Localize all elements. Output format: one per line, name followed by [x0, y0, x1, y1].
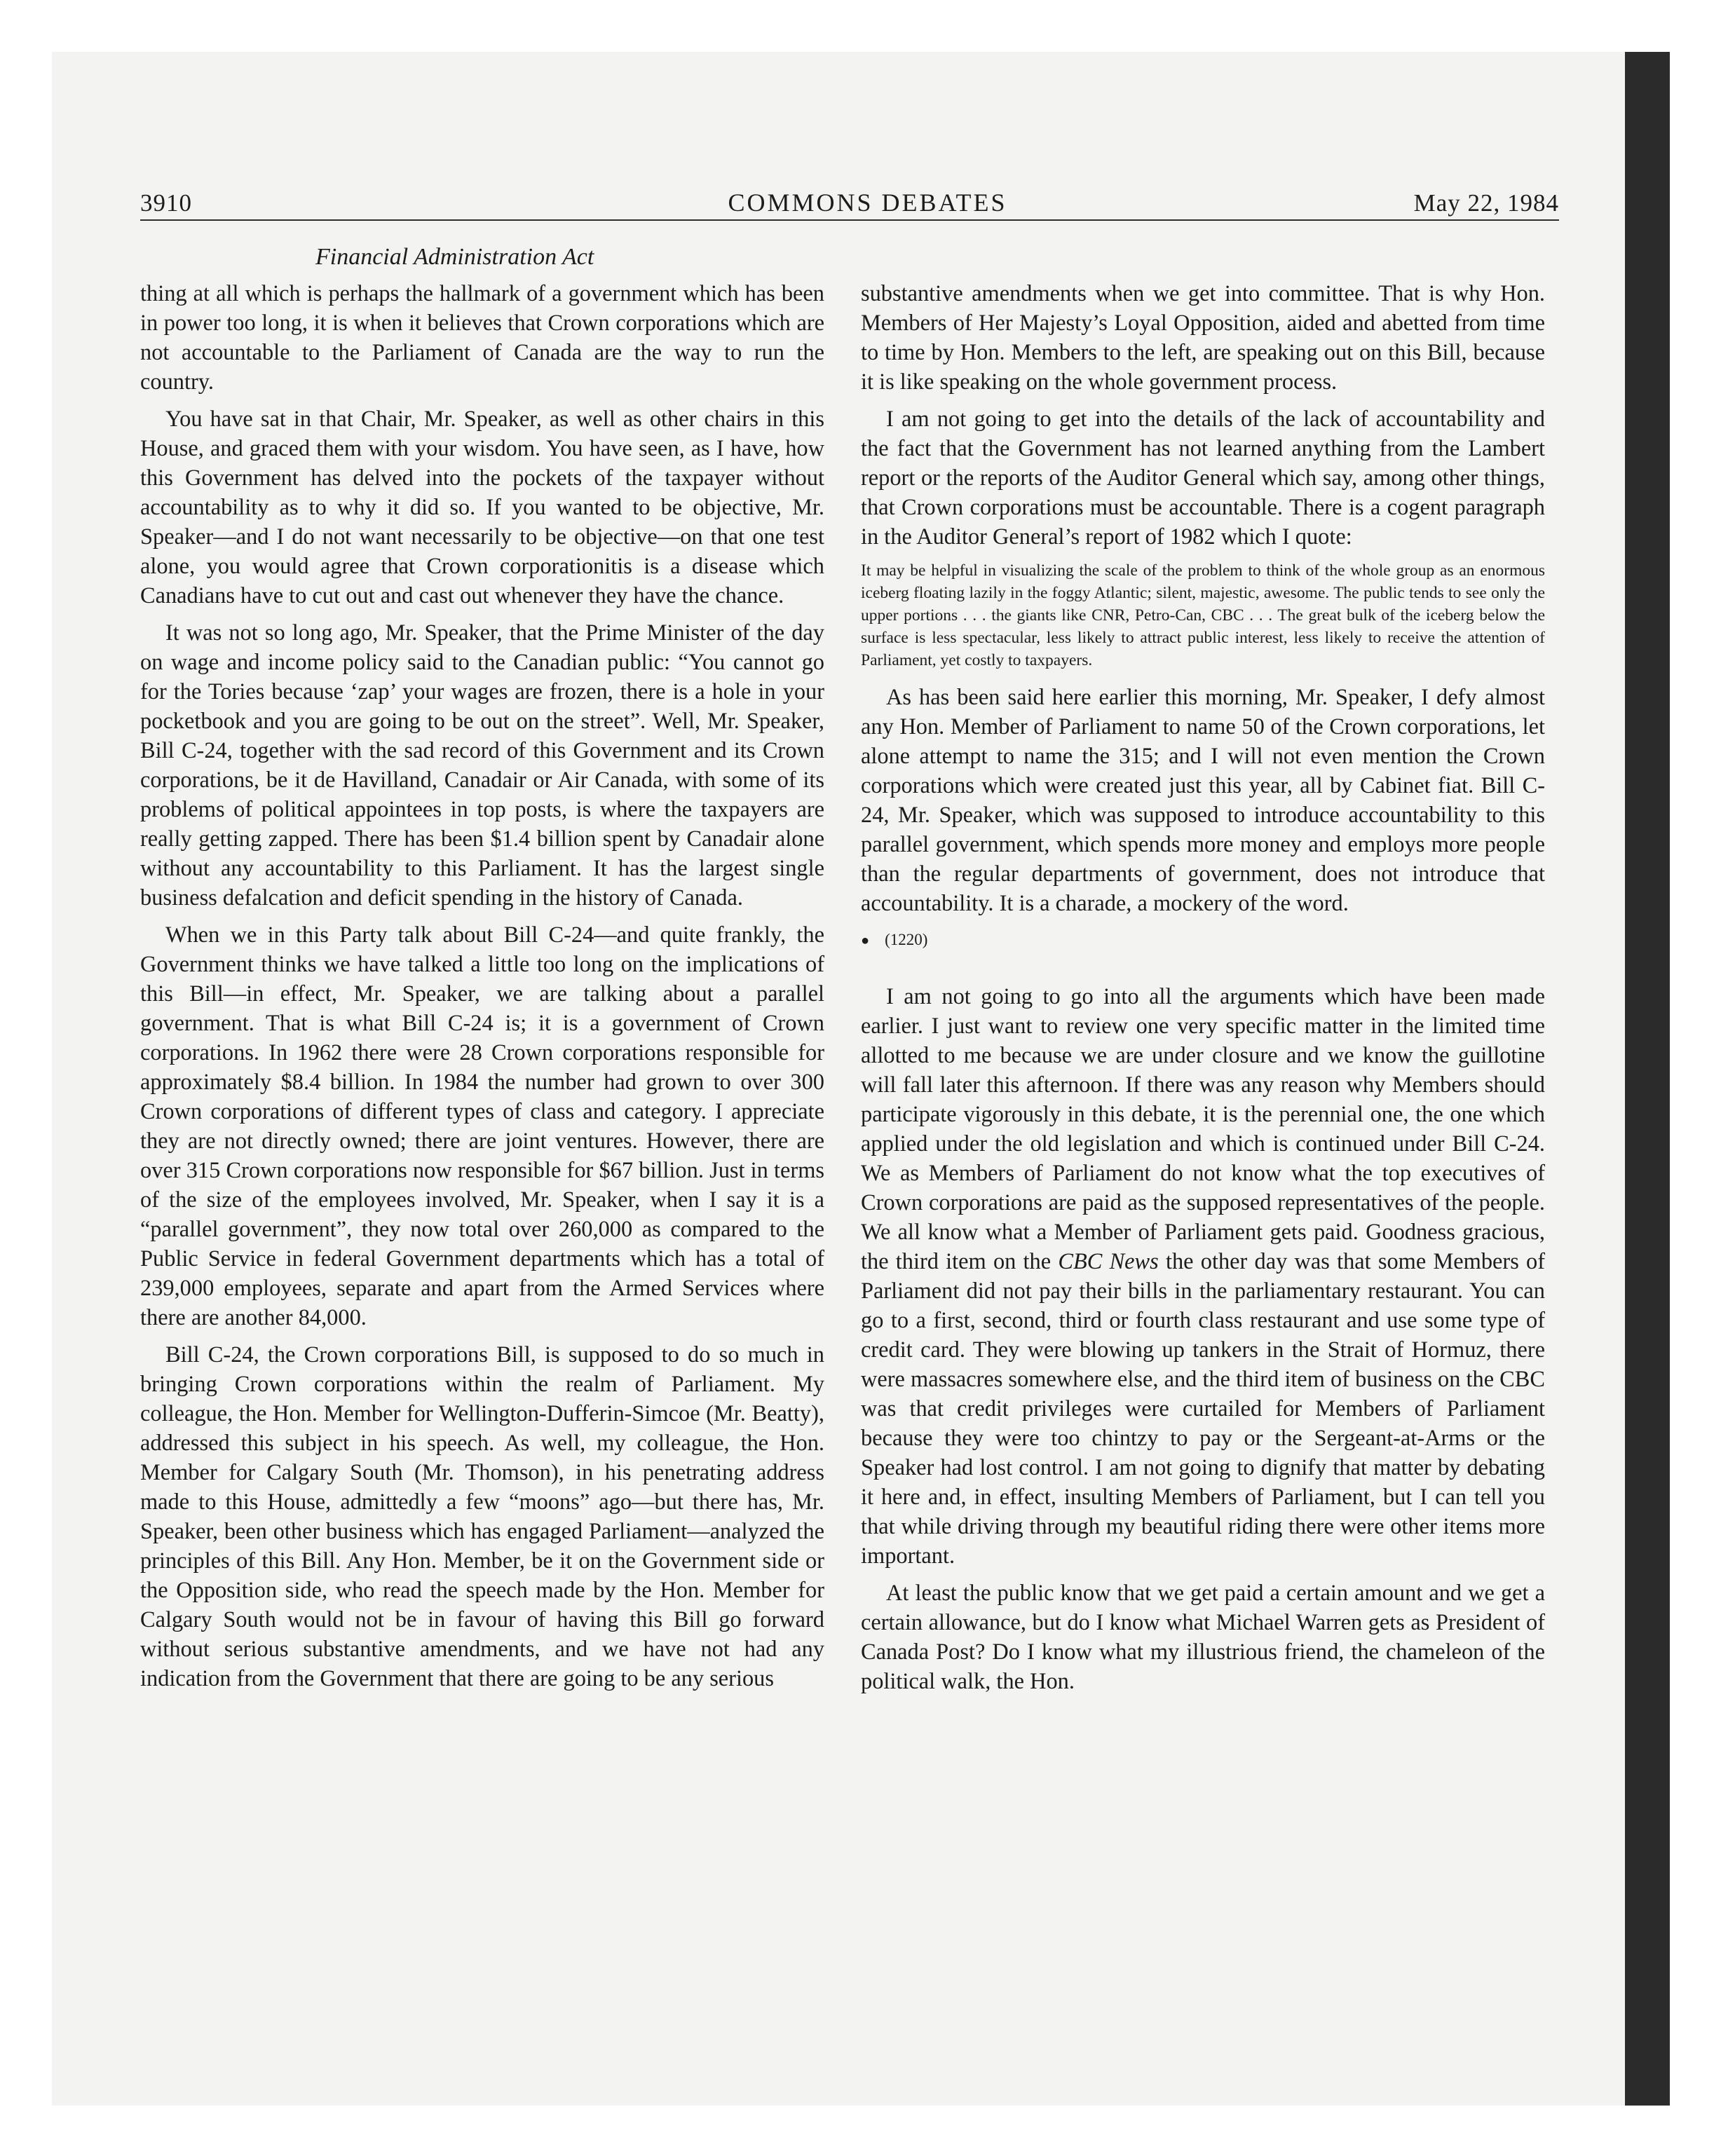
time-marker — [861, 929, 1545, 951]
paragraph: You have sat in that Chair, Mr. Speaker, as well as other chairs in this House, and graced them with your wisdom. You have seen, as I have, how this Government has delved into the pockets of the taxpayer without accountability as to why it did so. If you wanted to be objective, Mr. Speaker—and I do not want necessarily to be objective—on that one test alone, you would agree that Crown corporationitis is a disease which Canadians have to cut out and cast out whenever they have the chance. — [140, 407, 824, 608]
header-rule — [140, 219, 1559, 221]
bullet-icon: ● — [861, 933, 870, 948]
italic-title: CBC News — [1058, 1249, 1159, 1274]
paragraph: It was not so long ago, Mr. Speaker, that the Prime Minister of the day on wage and income policy said to the Canadian public: “You cannot go for the Tories because ‘zap’ your wages are frozen, there is a hole in your pocketbook and you are going to be out on the street”. Well, Mr. Speaker, Bill C-24, together with the sad record of this Government and its Crown corporations, be it de Havilland, Canadair or Air Canada, with some of its problems of political appointees in top posts, is where the taxpayers are really getting zapped. There has been $1.4 billion spent by Canadair alone without any accountability to this Parliament. It has the largest single business defalcation and deficit spending in the history of Canada. — [140, 620, 824, 910]
paragraph-text: the other day was that some Members of Parliament did not pay their bills in the parliamentary restaurant. You can go to a first, second, third or fourth class restaurant and use some type of credit card. They were blowing up tankers in the Strait of Hormuz, there were massacres somewhere else, and the third item of business on the CBC was that credit privileges were curtailed for Members of Parliament because they were too chintzy to pay or the Sergeant-at-Arms or the Speaker had lost control. I am not going to dignify that matter by debating it here and, in effect, insulting Members of Parliament, but I can tell you that while driving through my beautiful riding there were other items more important. — [861, 1249, 1545, 1569]
page-date: May 22, 1984 — [1413, 189, 1559, 217]
paragraph: When we in this Party talk about Bill C-24—and quite frankly, the Government thinks we have talked a little too long on the implications of this Bill—in effect, Mr. Speaker, we are talking about a parallel government. That is what Bill C-24 is; it is a government of Crown corporations. In 1962 there were 28 Crown corporations responsible for approximately $8.4 billion. In 1984 the number had grown to over 300 Crown corporations of different types of class and category. I appreciate they are not directly owned; there are joint ventures. However, there are over 315 Crown corporations now responsible for $67 billion. Just in terms of the size of the employees involved, Mr. Speaker, when I say it is a “parallel government”, they now total over 260,000 as compared to the Public Service in federal Government departments which has a total of 239,000 employees, separate and apart from the Armed Services where there are another 84,000. — [140, 922, 824, 1330]
paragraph: At least the public know that we get paid a certain amount and we get a certain allowance, but do I know what Michael Warren gets as President of Canada Post? Do I know what my illustrious friend, the chameleon of the political walk, the Hon. — [861, 1581, 1545, 1694]
paragraph: substantive amendments when we get into committee. That is why Hon. Members of Her Majesty’s Loyal Opposition, aided and abetted from time to time by Hon. Members to the left, are speaking out on this Bill, because it is like speaking on the whole government process. — [861, 281, 1545, 395]
paragraph — [861, 982, 1545, 1571]
section-title: Financial Administration Act — [315, 244, 594, 270]
right-column — [861, 279, 1545, 1704]
left-column — [140, 279, 824, 1701]
page-number: 3910 — [140, 189, 192, 217]
paragraph: Bill C-24, the Crown corporations Bill, is supposed to do so much in bringing Crown corporations within the realm of Parliament. My colleague, the Hon. Member for Wellington-Dufferin-Simcoe (Mr. Beatty), addressed this subject in his speech. As well, my colleague, the Hon. Member for Calgary South (Mr. Thomson), in his penetrating address made to this House, admittedly a few “moons” ago—but there has, Mr. Speaker, been other business which has engaged Parliament—analyzed the principles of this Bill. Any Hon. Member, be it on the Government side or the Opposition side, who read the speech made by the Hon. Member for Calgary South would not be in favour of having this Bill go forward without serious substantive amendments, and we have not had any indication from the Government that there are going to be any serious — [140, 1342, 824, 1691]
running-head: COMMONS DEBATES — [728, 189, 1007, 217]
time-marker-label: (1220) — [885, 931, 928, 948]
paragraph: As has been said here earlier this morning, Mr. Speaker, I defy almost any Hon. Member of Parliament to name 50 of the Crown corporations, let alone attempt to name the 315; and I will not even mention the Crown corporations which were created just this year, all by Cabinet fiat. Bill C-24, Mr. Speaker, which was supposed to introduce accountability to this parallel government, which spends more money and employs more people than the regular departments of government, does not introduce that accountability. It is a charade, a mockery of the word. — [861, 685, 1545, 916]
paragraph: thing at all which is perhaps the hallmark of a government which has been in power too long, it is when it believes that Crown corporations which are not accountable to the Parliament of Canada are the way to run the country. — [140, 281, 824, 395]
scan-edge-shadow — [1625, 52, 1670, 2106]
paragraph: I am not going to get into the details of the lack of accountability and the fact that the Government has not learned anything from the Lambert report or the reports of the Auditor General which say, among other things, that Crown corporations must be accountable. There is a cogent paragraph in the Auditor General’s report of 1982 which I quote: — [861, 407, 1545, 550]
block-quote: It may be helpful in visualizing the scale of the problem to think of the whole group as an enormous iceberg floating lazily in the foggy Atlantic; silent, majestic, awesome. The public tends to see only the upper portions . . . the giants like CNR, Petro-Can, CBC . . . The great bulk of the iceberg below the surface is less spectacular, less likely to attract public interest, less likely to receive the attention of Parliament, yet costly to taxpayers. — [861, 561, 1545, 669]
paragraph-text: I am not going to go into all the arguments which have been made earlier. I just want to review one very specific matter in the limited time allotted to me because we are under closure and we know the guillotine will fall later this afternoon. If there was any reason why Members should participate vigorously in this debate, it is the perennial one, the one which applied under the old legislation and which is continued under Bill C-24. We as Members of Parliament do not know what the top executives of Crown corporations are paid as the supposed representatives of the people. We all know what a Member of Parliament gets paid. Goodness gracious, the third item on the — [861, 984, 1545, 1274]
